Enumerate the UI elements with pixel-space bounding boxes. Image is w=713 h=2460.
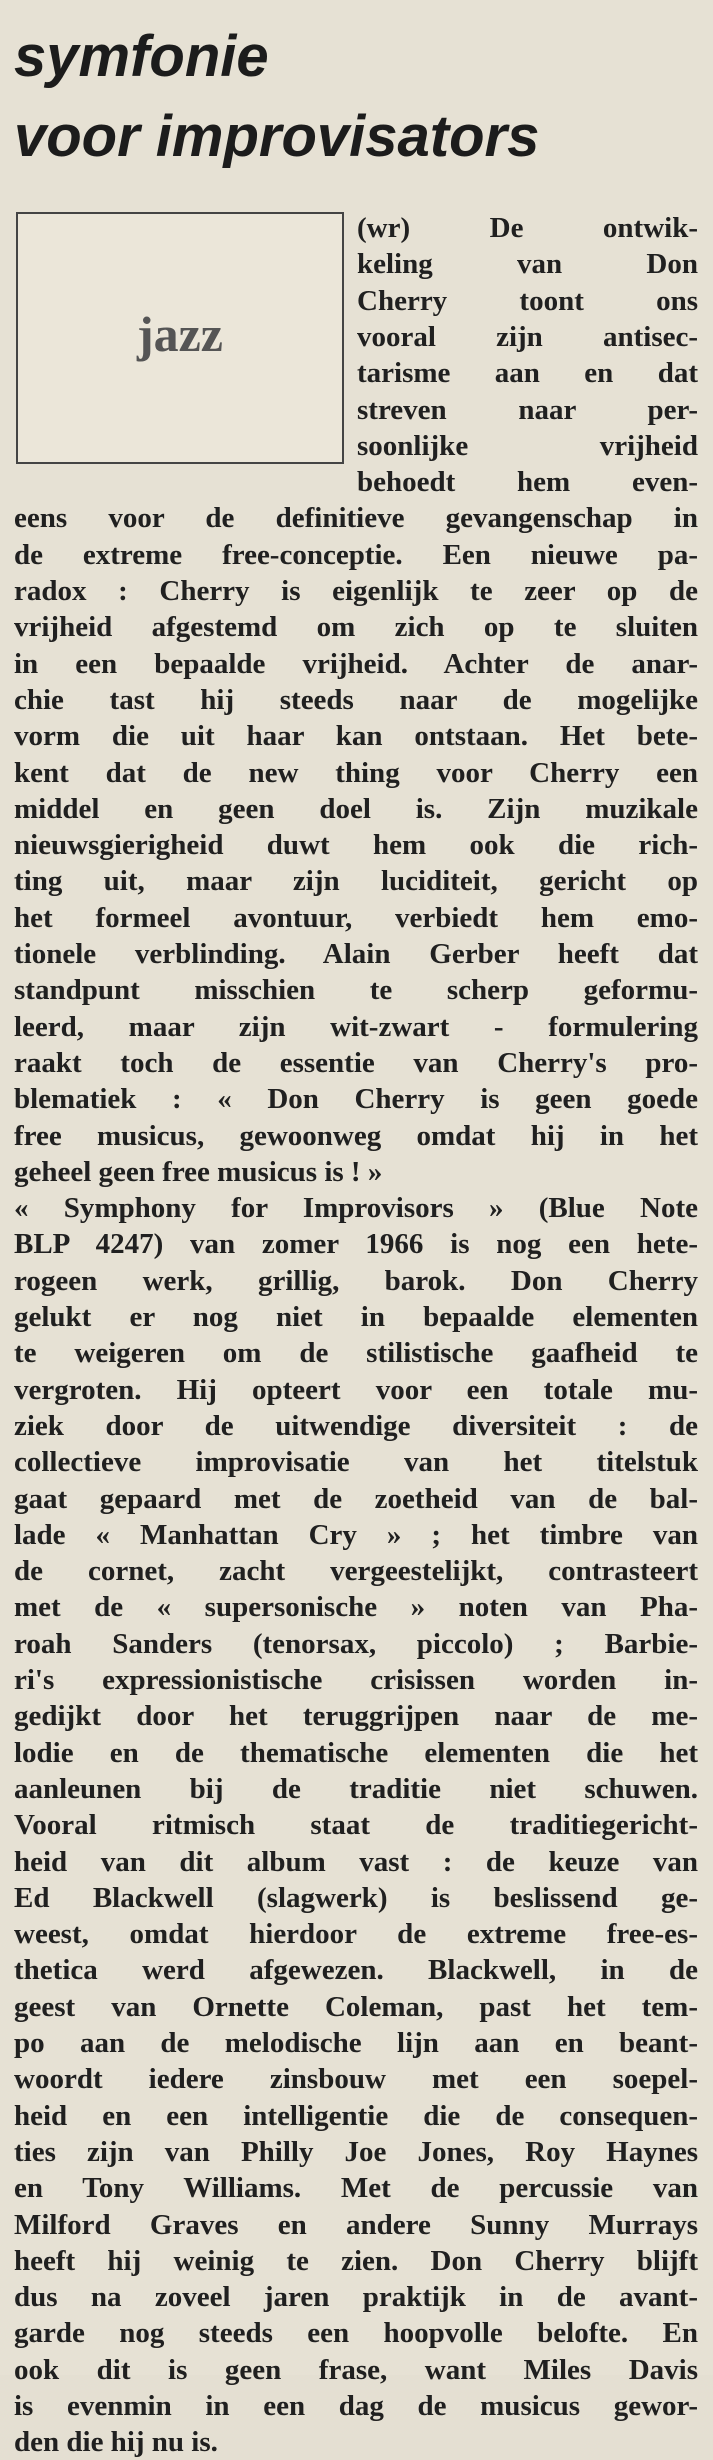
article-text-line: vrijheid afgestemd om zich op te sluiten bbox=[14, 611, 698, 644]
article-text-line: lade « Manhattan Cry » ; het timbre van bbox=[14, 1518, 698, 1551]
article-text-line: thetica werd afgewezen. Blackwell, in de bbox=[14, 1954, 698, 1987]
article-text-line: soonlijke vrijheid bbox=[357, 429, 698, 462]
article-text-line: weest, omdat hierdoor de extreme free-es- bbox=[14, 1918, 698, 1951]
section-label-box bbox=[16, 212, 344, 464]
article-text-line: geest van Ornette Coleman, past het tem- bbox=[14, 1990, 698, 2023]
article-text-line: ting uit, maar zijn luciditeit, gericht op bbox=[14, 865, 698, 898]
article-text-line: BLP 4247) van zomer 1966 is nog een hete- bbox=[14, 1228, 698, 1261]
article-text-line: behoedt hem even- bbox=[357, 466, 698, 499]
article-text-line: po aan de melodische lijn aan en beant- bbox=[14, 2027, 698, 2059]
article-text-line: roah Sanders (tenorsax, piccolo) ; Barbie- bbox=[14, 1627, 698, 1660]
article-text-line: raakt toch de essentie van Cherry's pro- bbox=[14, 1046, 698, 1079]
article-text-line: Cherry toont ons bbox=[357, 284, 698, 317]
article-text-line: leerd, maar zijn wit-zwart - formulering bbox=[14, 1010, 698, 1043]
article-text-line: free musicus, gewoonweg omdat hij in het bbox=[14, 1119, 698, 1152]
section-label: jazz bbox=[136, 306, 224, 362]
article-text-line: den die hij nu is. bbox=[14, 2426, 218, 2459]
article-text-line: vergroten. Hij opteert voor een totale mu- bbox=[14, 1373, 698, 1406]
article-text-line: garde nog steeds een hoopvolle belofte. En bbox=[14, 2317, 698, 2350]
article-text-line: gelukt er nog niet in bepaalde elementen bbox=[14, 1301, 698, 1333]
article-text-line: chie tast hij steeds naar de mogelijke bbox=[14, 683, 698, 716]
article-text-line: aanleunen bij de traditie niet schuwen. bbox=[14, 1772, 698, 1805]
article-text-line: heeft hij weinig te zien. Don Cherry blijft bbox=[14, 2244, 698, 2277]
article-text-line: met de « supersonische » noten van Pha- bbox=[14, 1591, 698, 1624]
article-text-line: vorm die uit haar kan ontstaan. Het bete- bbox=[14, 720, 698, 753]
article-text-line: Vooral ritmisch staat de traditiegericht- bbox=[14, 1809, 698, 1842]
article-text-line: eens voor de definitieve gevangenschap in bbox=[14, 502, 698, 535]
article-text-line: gaat gepaard met de zoetheid van de bal- bbox=[14, 1482, 698, 1515]
article-text-line: blematiek : « Don Cherry is geen goede bbox=[14, 1083, 698, 1116]
article-text-line: is evenmin in een dag de musicus gewor- bbox=[14, 2390, 698, 2422]
article-text-line: dus na zoveel jaren praktijk in de avant- bbox=[14, 2281, 698, 2314]
article-text-line: ties zijn van Philly Joe Jones, Roy Haynes bbox=[14, 2135, 698, 2168]
article-text-line: de cornet, zacht vergeestelijkt, contrasteert bbox=[14, 1555, 698, 1588]
article-text-line: Ed Blackwell (slagwerk) is beslissend ge- bbox=[14, 1881, 698, 1914]
headline-line-1: symfonie bbox=[14, 24, 269, 89]
article-text-line: keling van Don bbox=[357, 248, 698, 281]
article-text-line: middel en geen doel is. Zijn muzikale bbox=[14, 792, 698, 825]
article-text-line: ziek door de uitwendige diversiteit : de bbox=[14, 1409, 698, 1442]
article-text-line: lodie en de thematische elementen die het bbox=[14, 1736, 698, 1769]
article-text-line: tionele verblinding. Alain Gerber heeft dat bbox=[14, 938, 698, 970]
article-text-line: de extreme free-conceptie. Een nieuwe pa- bbox=[14, 538, 698, 571]
article-text-line: in een bepaalde vrijheid. Achter de anar- bbox=[14, 647, 698, 680]
article-text-line: tarisme aan en dat bbox=[357, 357, 698, 390]
article-text-line: heid en een intelligentie die de consequen- bbox=[14, 2099, 698, 2132]
article-text-line: te weigeren om de stilistische gaafheid te bbox=[14, 1337, 698, 1370]
article-text-line: Milford Graves en andere Sunny Murrays bbox=[14, 2208, 698, 2241]
article-text-line: « Symphony for Improvisors » (Blue Note bbox=[14, 1192, 698, 1225]
article-text-line: en Tony Williams. Met de percussie van bbox=[14, 2172, 698, 2205]
article-text-line: kent dat de new thing voor Cherry een bbox=[14, 756, 698, 789]
article-text-line: het formeel avontuur, verbiedt hem emo- bbox=[14, 901, 698, 934]
article-text-line: collectieve improvisatie van het titelstuk bbox=[14, 1446, 698, 1479]
article-text-line: (wr) De ontwik- bbox=[357, 212, 698, 244]
article-text-line: heid van dit album vast : de keuze van bbox=[14, 1845, 698, 1878]
headline-line-2: voor improvisators bbox=[14, 104, 540, 169]
article-text-line: nieuwsgierigheid duwt hem ook die rich- bbox=[14, 829, 698, 862]
article-text-line: vooral zijn antisec- bbox=[357, 320, 698, 353]
article-text-line: gedijkt door het teruggrijpen naar de me- bbox=[14, 1700, 698, 1733]
article-text-line: ri's expressionistische crisissen worden in- bbox=[14, 1664, 698, 1696]
article-text-line: ook dit is geen frase, want Miles Davis bbox=[14, 2353, 698, 2386]
article-text-line: geheel geen free musicus is ! » bbox=[14, 1155, 383, 1188]
article-text-line: rogeen werk, grillig, barok. Don Cherry bbox=[14, 1264, 698, 1297]
article-text-line: woordt iedere zinsbouw met een soepel- bbox=[14, 2063, 698, 2096]
article-text-line: standpunt misschien te scherp geformu- bbox=[14, 974, 698, 1007]
article-text-line: streven naar per- bbox=[357, 393, 698, 426]
article-text-line: radox : Cherry is eigenlijk te zeer op de bbox=[14, 575, 698, 607]
